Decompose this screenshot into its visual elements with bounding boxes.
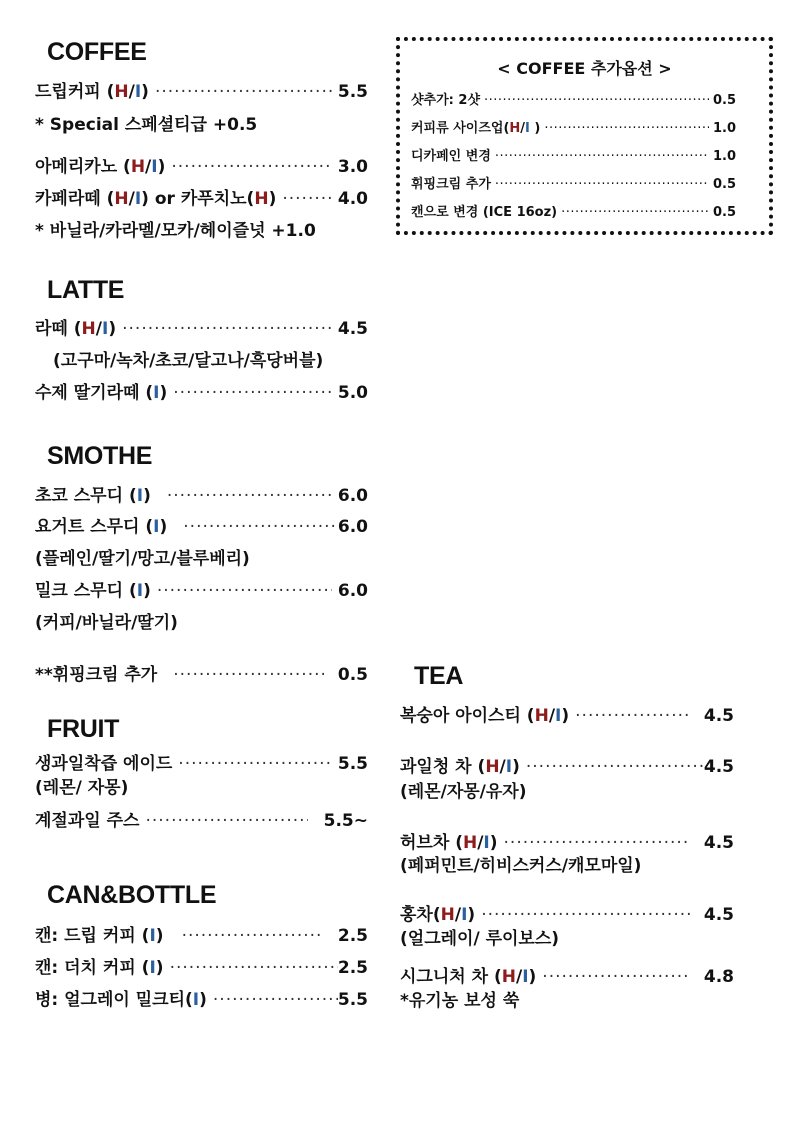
menu-item-latte: 라떼 (H/I) ····· 4.5 — [35, 314, 368, 339]
signature-tea-note: *유기농 보성 쑥 — [400, 991, 520, 1011]
option-decaf: 디카페인 변경 ····· 1.0 — [411, 145, 736, 164]
menu-item-signature-tea: 시그니처 차 (H/I) ····· 4.8 — [400, 962, 734, 987]
herb-tea-flavors: (페퍼민트/히비스커스/캐모마일) — [400, 856, 642, 876]
menu-item-fruit-tea: 과일청 차 (H/I) ····· 4.5 — [400, 752, 734, 777]
price: 6.0 — [337, 581, 368, 601]
option-size-up: 커피류 사이즈업(H/I ) ····· 1.0 — [411, 117, 736, 136]
smoothie-heading: SMOTHE — [47, 442, 153, 470]
specialty-note: * Special 스페셜티급 +0.5 — [35, 115, 258, 135]
coffee-options-box — [396, 37, 773, 235]
menu-item-americano: 아메리카노 (H/I) ····· 3.0 — [35, 152, 368, 177]
can-bottle-heading: CAN&BOTTLE — [47, 881, 217, 909]
menu-item-milk-smoothie: 밀크 스무디 (I) ····· 6.0 — [35, 576, 368, 601]
price: 5.0 — [337, 383, 368, 403]
menu-item-herb-tea: 허브차 (H/I) ····· 4.5 — [400, 828, 734, 853]
options-title: < COFFEE 추가옵션 > — [497, 59, 672, 78]
menu-item-yogurt-smoothie: 요거트 스무디 (I) ····· 6.0 — [35, 512, 368, 537]
menu-item-black-tea: 홍차(H/I) ····· 4.5 — [400, 900, 734, 925]
menu-item-peach-iced-tea: 복숭아 아이스티 (H/I) ····· 4.5 — [400, 701, 734, 726]
menu-item-choco-smoothie: 초코 스무디 (I) ····· 6.0 — [35, 481, 368, 506]
menu-item-can-dutch-coffee: 캔: 더치 커피 (I) ····· 2.5 — [35, 953, 368, 978]
option-whipped-cream: 휘핑크림 추가 ····· 0.5 — [411, 173, 736, 192]
price: 6.0 — [337, 517, 368, 537]
coffee-heading: COFFEE — [47, 38, 147, 66]
price: 6.0 — [337, 486, 368, 506]
tea-heading: TEA — [414, 662, 464, 690]
price: 5.5 — [337, 990, 368, 1010]
price: 5.5 — [337, 82, 368, 102]
syrup-note: * 바닐라/카라멜/모카/헤이즐넛 +1.0 — [35, 221, 316, 241]
price: 4.5 — [337, 319, 368, 339]
option-can: 캔으로 변경 (ICE 16oz) ····· 0.5 — [411, 201, 736, 220]
menu-item-cafe-latte: 카페라떼 (H/I) or 카푸치노(H) ····· 4.0 — [35, 184, 368, 209]
menu-item-whipped-cream: **휘핑크림 추가 ····· 0.5 — [35, 660, 368, 685]
price: 4.5 — [703, 757, 734, 777]
price: 4.5 — [703, 905, 734, 925]
latte-flavors: (고구마/녹차/초코/달고나/흑당버블) — [53, 351, 324, 371]
menu-item-strawberry-latte: 수제 딸기라떼 (I) ····· 5.0 — [35, 378, 368, 403]
price: 0.5 — [337, 665, 368, 685]
price: 2.5 — [337, 926, 368, 946]
menu-item-fruit-ade: 생과일착즙 에이드 ····· 5.5 — [35, 749, 368, 774]
fruit-tea-flavors: (레몬/자몽/유자) — [400, 782, 527, 802]
menu-item-drip-coffee: 드립커피 (H/I) ····· 5.5 — [35, 77, 368, 102]
menu-item-seasonal-juice: 계절과일 주스 ····· 5.5~ — [35, 806, 368, 831]
price: 5.5~ — [323, 811, 368, 831]
price: 5.5 — [337, 754, 368, 774]
price: 4.0 — [337, 189, 368, 209]
ade-flavors: (레몬/ 자몽) — [35, 778, 129, 798]
menu-item-bottle-earl-grey: 병: 얼그레이 밀크티(I) ····· 5.5 — [35, 985, 368, 1010]
price: 2.5 — [337, 958, 368, 978]
black-tea-flavors: (얼그레이/ 루이보스) — [400, 929, 560, 949]
menu-item-can-drip-coffee: 캔: 드립 커피 (I) ····· 2.5 — [35, 921, 368, 946]
fruit-heading: FRUIT — [47, 715, 120, 743]
price: 4.5 — [703, 833, 734, 853]
milk-flavors: (커피/바닐라/딸기) — [35, 613, 178, 633]
price: 4.5 — [703, 706, 734, 726]
price: 4.8 — [703, 967, 734, 987]
option-shot: 샷추가: 2샷 ····· 0.5 — [411, 89, 736, 108]
latte-heading: LATTE — [47, 276, 125, 304]
price: 3.0 — [337, 157, 368, 177]
yogurt-flavors: (플레인/딸기/망고/블루베리) — [35, 549, 250, 569]
